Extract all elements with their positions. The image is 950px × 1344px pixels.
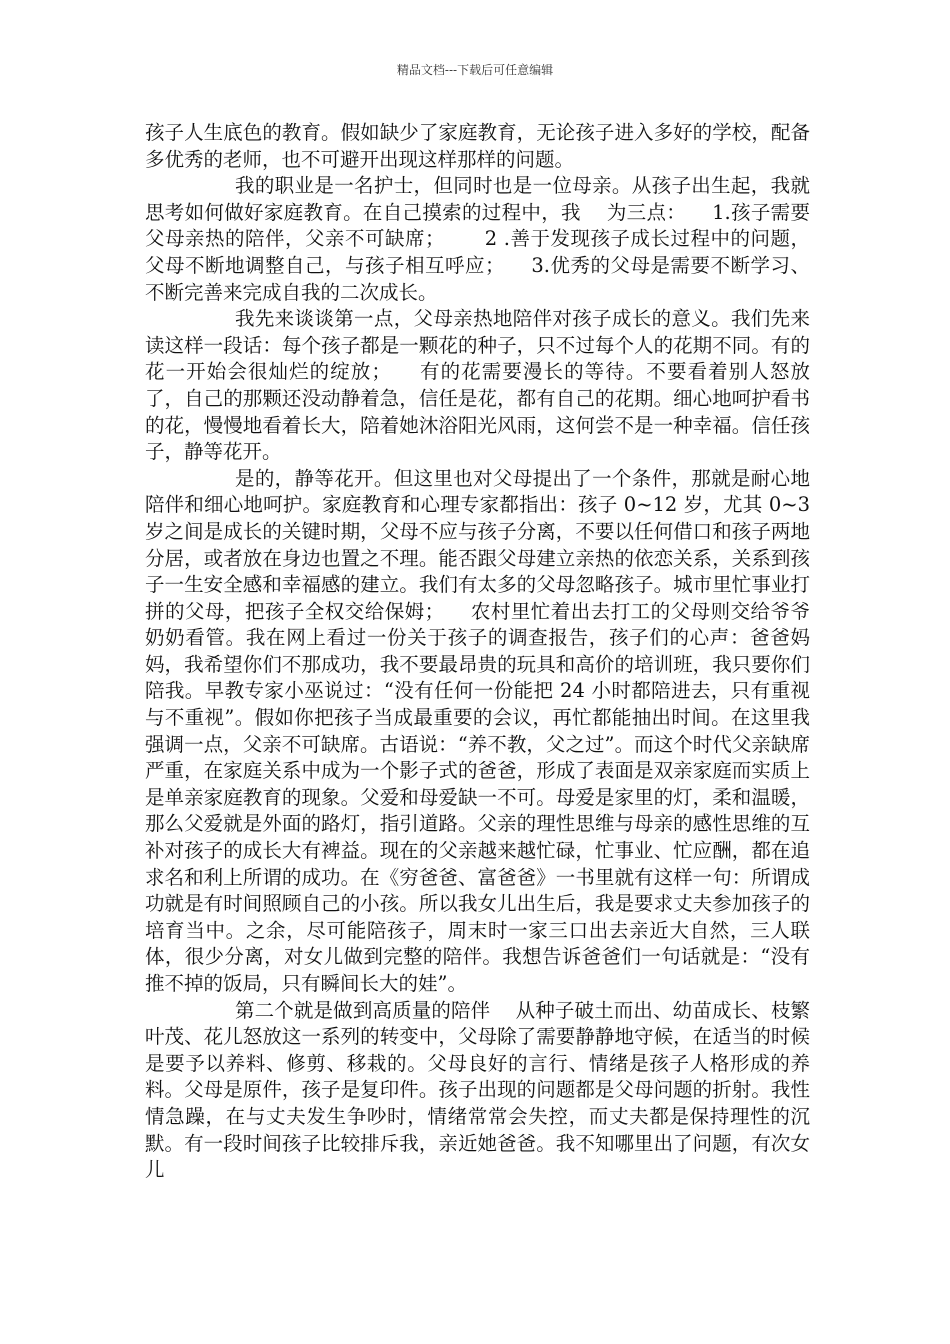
paragraph-5: 第二个就是做到高质量的陪伴 从种子破土而出、幼苗成长、枝繁叶茂、花儿怒放这一系列的转变中，父母除了需要静静地守候，在适当的时候是要予以养料、修剪、移栽的。父母良好的言行、情绪是孩子人格形成的养料。父母是原件，孩子是复印件。孩子出现的问题都是父母问题的折射。我性情急躁，在与丈夫发生争吵时，情绪常常会失控，而丈夫都是保持理性的沉默。有一段时间孩子比较排斥我，亲近她爸爸。我不知哪里出了问题，有次女儿 — [145, 998, 810, 1182]
page-header: 精品文档---下载后可任意编辑 — [396, 63, 554, 77]
paragraph-3: 我先来谈谈第一点，父母亲热地陪伴对孩子成长的意义。我们先来读这样一段话：每个孩子都是一颗花的种子，只不过每个人的花期不同。有的花一开始会很灿烂的绽放； 有的花需要漫长的等待。不要看着别人怒放了，自己的那颗还没动静着急，信任是花，都有自己的花期。细心地呵护看书的花，慢慢地看着长大，陪着她沐浴阳光风雨，这何尝不是一种幸福。信任孩子，静等花开。 — [145, 307, 810, 464]
paragraph-1: 孩子人生底色的教育。假如缺少了家庭教育，无论孩子进入多好的学校，配备多优秀的老师，也不可避开出现这样那样的问题。 — [145, 121, 810, 171]
document-body — [145, 120, 817, 1184]
paragraph-2: 我的职业是一名护士，但同时也是一位母亲。从孩子出生起，我就思考如何做好家庭教育。在自己摸索的过程中，我 为三点： 1.孩子需要父母亲热的陪伴，父亲不可缺席； 2 .善于发现孩子成长过程中的问题，父母不断地调整自己，与孩子相互呼应； 3.优秀的父母是需要不断学习、不断完善来完成自我的二次成长。 — [145, 174, 810, 304]
paragraph-4: 是的，静等花开。但这里也对父母提出了一个条件，那就是耐心地陪伴和细心地呵护。家庭教育和心理专家都指出：孩子 0~12 岁，尤其 0~3 岁之间是成长的关键时期，父母不应与孩子分离，不要以任何借口和孩子两地分居，或者放在身边也置之不理。能否跟父母建立亲热的依恋关系，关系到孩子一生安全感和幸福感的建立。我们有太多的父母忽略孩子。城市里忙事业打拼的父母，把孩子全权交给保姆； 农村里忙着出去打工的父母则交给爷爷奶奶看管。我在网上看过一份关于孩子的调查报告，孩子们的心声：爸爸妈妈，我希望你们不那成功，我不要最昂贵的玩具和高价的培训班，我只要你们陪我。早教专家小巫说过：“没有任何一份能把 24 小时都陪进去，只有重视与不重视”。假如你把孩子当成最重要的会议，再忙都能抽出时间。在这里我强调一点，父亲不可缺席。古语说：“养不教，父之过”。而这个时代父亲缺席严重，在家庭关系中成为一个影子式的爸爸，形成了表面是双亲家庭而实质上是单亲家庭教育的现象。父爱和母爱缺一不可。母爱是家里的灯，柔和温暖，那么父爱就是外面的路灯，指引道路。父亲的理性思维与母亲的感性思维的互补对孩子的成长大有裨益。现在的父亲越来越忙碌，忙事业、忙应酬，都在追求名和利上所谓的成功。在《穷爸爸、富爸爸》一书里就有这样一句：所谓成功就是有时间照顾自己的小孩。所以我女儿出生后，我是要求丈夫参加孩子的培育当中。之余，尽可能陪孩子，周末时一家三口出去亲近大自然，三人联体，很少分离，对女儿做到完整的陪伴。我想告诉爸爸们一句话就是：“没有推不掉的饭局，只有瞬间长大的娃”。 — [145, 466, 817, 995]
